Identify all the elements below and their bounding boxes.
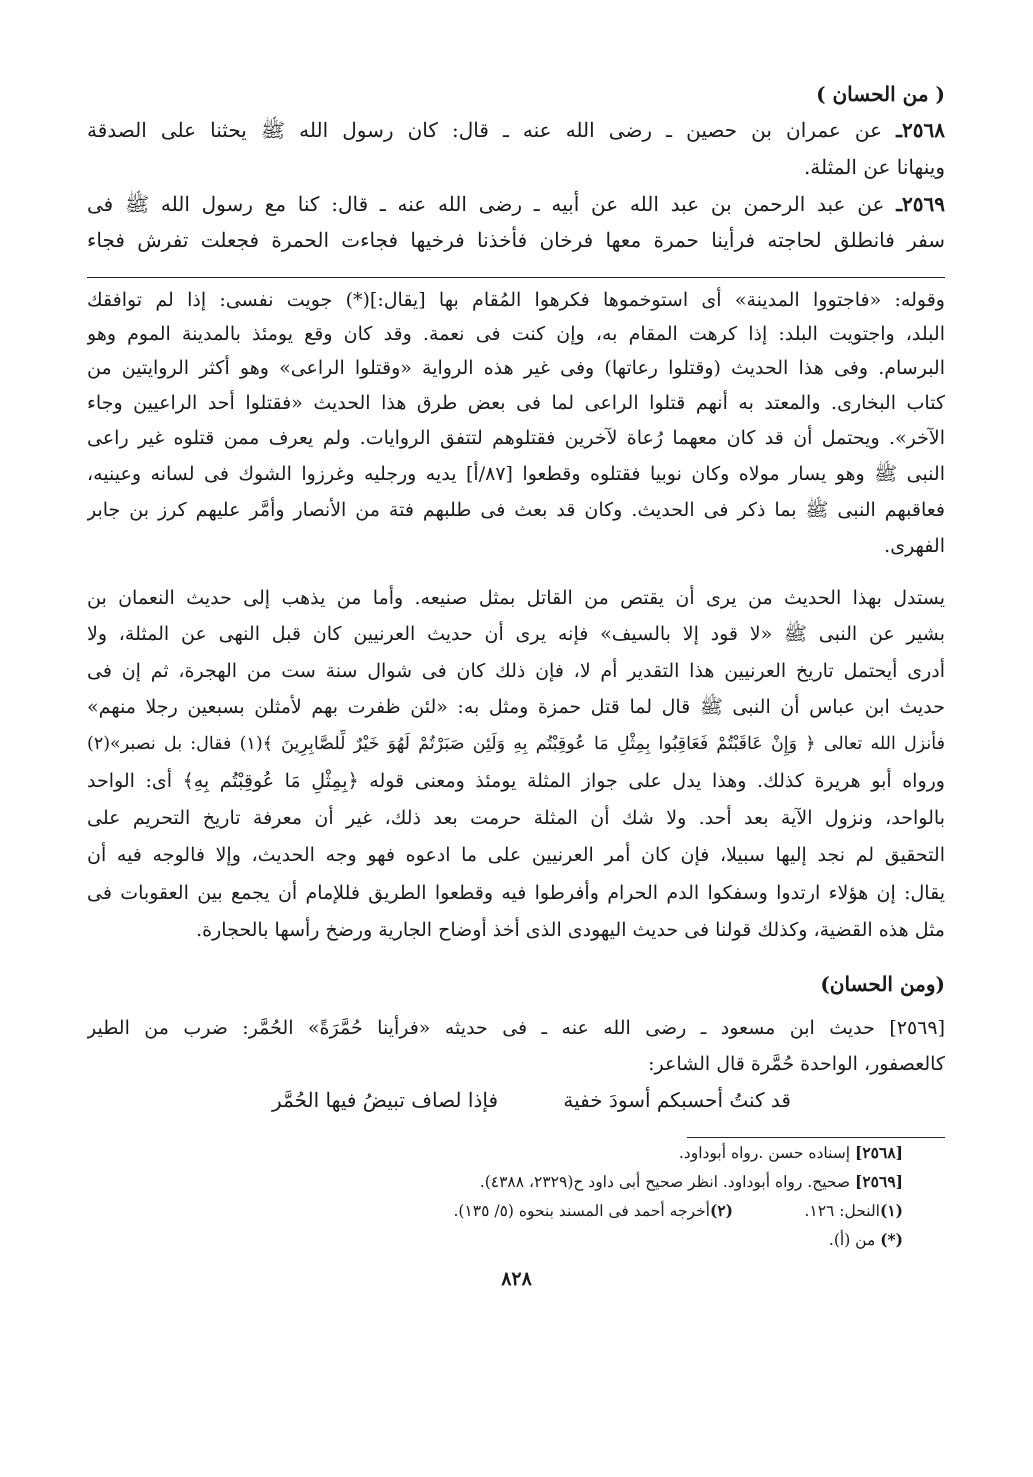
hadith-text: عن عمران بن حصين ـ رضى الله عنه ـ قال: كان رسول الله ﷺ يحثنا على الصدقة xyxy=(87,118,883,142)
commentary-line: النبى ﷺ وهو يسار مولاه وكان نوبيا فقتلوه وقطعوا [٨٧/أ] يديه ورجليه وغرزوا الشوك فى لسانه وعينيه، xyxy=(87,463,945,485)
section-heading-wa-min-hasan: (ومن الحسان) xyxy=(820,972,945,996)
commentary-line: الفهرى. xyxy=(884,535,945,557)
commentary-line: الآخر». ويحتمل أن قد كان معهما رُعاة لآخرين فقتلوهم لتتفق الروايات. ولم يعرف ممن قتلوه غير راعى xyxy=(87,427,945,449)
commentary-line: البرسام. وفى هذا الحديث (وقتلوا رعاتها) وفى غير هذه الرواية «وقتلوا الراعى» وهو أكثر الروايتين من xyxy=(87,357,945,379)
hadith-2569-line-1: ٢٥٦٩ـ عن عبد الرحمن بن عبد الله عن أبيه ـ رضى الله عنه ـ قال: كنا مع رسول الله ﷺ فى xyxy=(87,192,945,216)
footnote-2568 xyxy=(679,1142,903,1164)
commentary-line: وقوله: «فاجتووا المدينة» أى استوخموها فكرهوا المُقام بها [يقال:](*) جويت نفسى: إذا لم توافقك xyxy=(87,289,945,311)
hadith-text: عن عبد الرحمن بن عبد الله عن أبيه ـ رضى الله عنه ـ قال: كنا مع رسول الله ﷺ فى xyxy=(87,192,885,216)
hadith-number: ٢٥٦٨ xyxy=(902,118,945,142)
commentary-line: أدرى أيحتمل تاريخ العرنيين هذا التقدير أم لا، فإن ذلك كان فى شوال سنة ست من الهجرة، ثم إن فى xyxy=(87,660,945,682)
footnote-1 xyxy=(804,1200,903,1222)
footnote-text: أخرجه أحمد فى المسند بنحوه (٥/ ١٣٥). xyxy=(453,1202,710,1220)
commentary-line: حديث ابن عباس أن النبى ﷺ قال لما قتل حمزة ومثل به: «لئن ظفرت بهم لأمثلن بسبعين رجلا منهم» xyxy=(87,696,945,718)
footnote-ref: (*) xyxy=(880,1230,903,1249)
commentary-line: يستدل بهذا الحديث من يرى أن يقتص من القاتل بمثل صنيعه. وأما من يذهب إلى حديث النعمان بن xyxy=(87,587,945,609)
section2-line: كالعصفور، الواحدة حُمَّرة قال الشاعر: xyxy=(648,1053,945,1075)
footnote-rule xyxy=(687,1137,945,1138)
verse-hemistich-left: فإذا لصاف تبيضُ فيها الحُمَّر xyxy=(271,1088,498,1112)
footnote-text: صحيح. رواه أبوداود. انظر صحيح أبى داود ح(٢٣٢٩، ٤٣٨٨). xyxy=(479,1173,851,1191)
footnote-ref: [٢٥٦٩] xyxy=(855,1172,903,1191)
hadith-number: ٢٥٦٩ xyxy=(902,192,945,216)
footnote-2569 xyxy=(480,1171,903,1193)
commentary-line: التحقيق لم نجد إليها سبيلا، فإن كان أمر العرنيين على ما ادعوه فهو وجه الحديث، وإلا فالوجه فيه أن xyxy=(87,844,945,866)
page-number: ٨٢٨ xyxy=(501,1268,532,1290)
footnote-text: من (أ). xyxy=(828,1231,876,1249)
commentary-line-quran: فأنزل الله تعالى ﴿ وَإِنْ عَاقَبْتُمْ فَعَاقِبُوا بِمِثْلِ مَا عُوقِبْتُم بِهِ وَلَئِن صَبَرْتُمْ لَهُوَ خَيْرٌ لِّلصَّابِرِينَ ﴾(١) فقال: بل نصبر»(٢) xyxy=(87,734,945,754)
commentary-line: البلد، واجتويت البلد: إذا كرهت المقام به، وإن كنت فى نعمة. وقد كان وقع يومئذ بالمدينة الموم وهو xyxy=(87,323,945,345)
commentary-line: ورواه أبو هريرة كذلك. وهذا يدل على جواز المثلة يومئذ ومعنى قوله ﴿بِمِثْلِ مَا عُوقِبْتُم بِهِ﴾ أى: الواحد xyxy=(87,770,945,792)
hadith-2568-line-1: ٢٥٦٨ـ عن عمران بن حصين ـ رضى الله عنه ـ قال: كان رسول الله ﷺ يحثنا على الصدقة xyxy=(87,118,945,142)
commentary-line: فعاقبهم النبى ﷺ بما ذكر فى الحديث. وكان قد بعث فى طلبهم فتة من الأنصار وأمَّر عليهم كرز بن جابر xyxy=(87,499,945,521)
footnote-2 xyxy=(453,1200,733,1222)
separator-rule xyxy=(87,277,945,278)
commentary-line: كتاب البخارى. والمعتد به أنهم قتلوا الراعى لما فى بعض طرق هذا الحديث «فقتلوا أحد الراعيين وجاء xyxy=(87,392,945,414)
hadith-2569-line-2: سفر فانطلق لحاجته فرأينا حمرة معها فرخان فأخذنا فرخيها فجاءت الحمرة فجعلت تفرش فجاء xyxy=(87,228,945,252)
hadith-2568-line-2: وينهانا عن المثلة. xyxy=(803,155,945,179)
footnote-ref: (١) xyxy=(879,1201,903,1220)
section2-line: [٢٥٦٩] حديث ابن مسعود ـ رضى الله عنه ـ فى حديثه «فرأينا حُمَّرَةً» الحُمَّر: ضرب من الطير xyxy=(87,1017,945,1039)
footnote-text: إسناده حسن .رواه أبوداود. xyxy=(678,1144,851,1162)
verse-hemistich-right: قد كنتُ أحسبكم أسودَ خفية xyxy=(563,1088,791,1112)
footnote-star xyxy=(829,1229,903,1251)
commentary-line: بالواحد، ونزول الآية بعد أحد. ولا شك أن المثلة حرمت بعد ذلك، غير أن معرفة تاريخ التحريم على xyxy=(87,807,945,829)
section-heading-hasan: ( من الحسان ) xyxy=(816,82,945,106)
commentary-line: مثل هذه القضية، وكذلك قولنا فى حديث اليهودى الذى أخذ أوضاح الجارية ورضخ رأسها بالحجارة. xyxy=(196,919,945,941)
footnote-text: النحل: ١٢٦. xyxy=(804,1202,880,1220)
footnote-ref: (٢) xyxy=(709,1201,733,1220)
footnote-ref: [٢٥٦٨] xyxy=(855,1143,903,1162)
commentary-line: بشير عن النبى ﷺ «لا قود إلا بالسيف» فإنه يرى أن حديث العرنيين كان قبل النهى عن المثلة، ولا xyxy=(87,623,945,645)
commentary-line: يقال: إن هؤلاء ارتدوا وسفكوا الدم الحرام وأفرطوا فيه وقطعوا الطريق فللإمام أن يجمع بين العقوبات فى xyxy=(87,882,945,904)
